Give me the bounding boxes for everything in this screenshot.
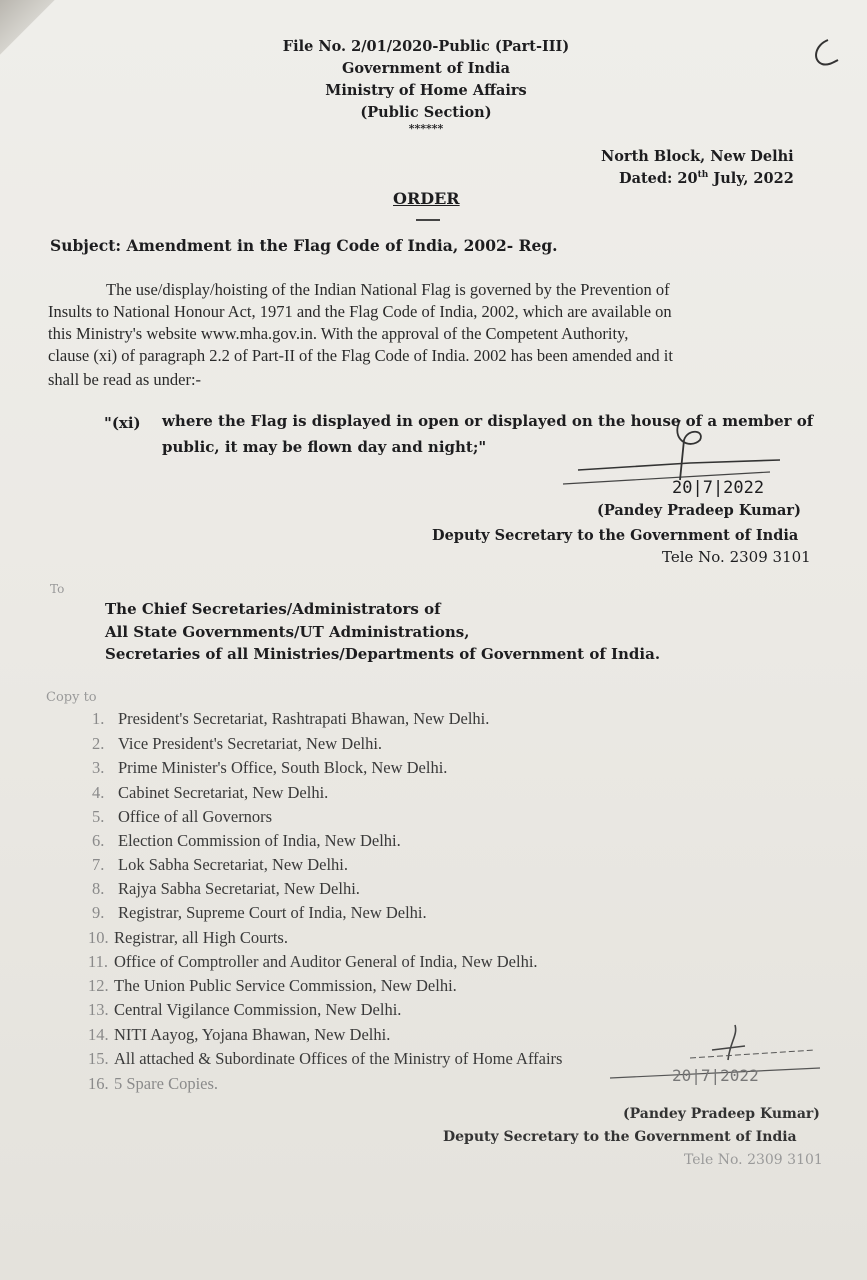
government-title: Government of India — [341, 60, 511, 77]
order-title: ORDER — [393, 189, 460, 208]
copy-item: 4. Cabinet Secretariat, New Delhi. — [92, 783, 329, 802]
file-number: File No. 2/01/2020-Public (Part-III) — [282, 38, 570, 55]
order-date: Dated: 20th July, 2022 — [619, 170, 794, 187]
recipient-line-1: The Chief Secretaries/Administrators of — [105, 600, 441, 618]
copy-item: 3. Prime Minister's Office, South Block, New Delhi. — [92, 758, 448, 777]
copy-item: 2. Vice President's Secretariat, New Delhi. — [92, 734, 383, 753]
copy-item: 12. The Union Public Service Commission, New Delhi. — [88, 976, 457, 995]
body-line-5: shall be read as under:- — [48, 370, 202, 389]
signatory2-designation: Deputy Secretary to the Government of India — [443, 1129, 797, 1145]
copy-item: 7. Lok Sabha Secretariat, New Delhi. — [92, 855, 349, 874]
copy-item: 9. Registrar, Supreme Court of India, New Delhi. — [92, 903, 427, 922]
recipient-line-3: Secretaries of all Ministries/Departments of Government of India. — [105, 645, 661, 663]
clause-line-1: where the Flag is displayed in open or displayed on the house of a member of — [162, 412, 814, 430]
clause-line-2: public, it may be flown day and night;" — [162, 438, 487, 456]
header-stars: ****** — [408, 122, 444, 135]
section-title: (Public Section) — [360, 104, 492, 121]
subject-line: Subject: Amendment in the Flag Code of India, 2002- Reg. — [50, 236, 558, 255]
ministry-title: Ministry of Home Affairs — [325, 82, 527, 99]
copy-item: 16. 5 Spare Copies. — [88, 1074, 219, 1093]
copy-item: 1. President's Secretariat, Rashtrapati Bhawan, New Delhi. — [92, 709, 490, 728]
copy-item: 8. Rajya Sabha Secretariat, New Delhi. — [92, 879, 360, 898]
copy-item: 15. All attached & Subordinate Offices of the Ministry of Home Affairs — [88, 1049, 563, 1068]
copy-to-label: Copy to — [46, 690, 97, 705]
signatory-name: (Pandey Pradeep Kumar) — [597, 502, 801, 519]
recipient-line-2: All State Governments/UT Administrations, — [105, 623, 470, 641]
signatory2-name: (Pandey Pradeep Kumar) — [623, 1106, 820, 1122]
copy-item: 6. Election Commission of India, New Delhi. — [92, 831, 401, 850]
location: North Block, New Delhi — [601, 148, 794, 165]
clause-label: "(xi) — [104, 414, 141, 432]
signatory-designation: Deputy Secretary to the Government of India — [432, 527, 799, 544]
signatory-tele: Tele No. 2309 3101 — [662, 548, 811, 566]
body-line-4: clause (xi) of paragraph 2.2 of Part-II of the Flag Code of India. 2002 has been amended and it — [48, 346, 673, 365]
body-line-2: Insults to National Honour Act, 1971 and the Flag Code of India, 2002, which are available on — [48, 302, 672, 321]
title-dash — [416, 219, 440, 221]
to-label: To — [50, 582, 65, 596]
copy-item: 11. Office of Comptroller and Auditor General of India, New Delhi. — [88, 952, 538, 971]
copy-item: 13. Central Vigilance Commission, New Delhi. — [88, 1000, 402, 1019]
copy-item: 10. Registrar, all High Courts. — [88, 928, 288, 947]
body-line-3: this Ministry's website www.mha.gov.in. With the approval of the Competent Authority, — [48, 324, 629, 343]
copy-item: 14. NITI Aayog, Yojana Bhawan, New Delhi. — [88, 1025, 391, 1044]
body-line-1: The use/display/hoisting of the Indian National Flag is governed by the Prevention of — [106, 280, 670, 299]
copy-item: 5. Office of all Governors — [92, 807, 273, 826]
signature2-date: 20|7|2022 — [672, 1066, 759, 1085]
signatory2-tele: Tele No. 2309 3101 — [684, 1152, 823, 1168]
signature-date: 20|7|2022 — [672, 478, 765, 498]
